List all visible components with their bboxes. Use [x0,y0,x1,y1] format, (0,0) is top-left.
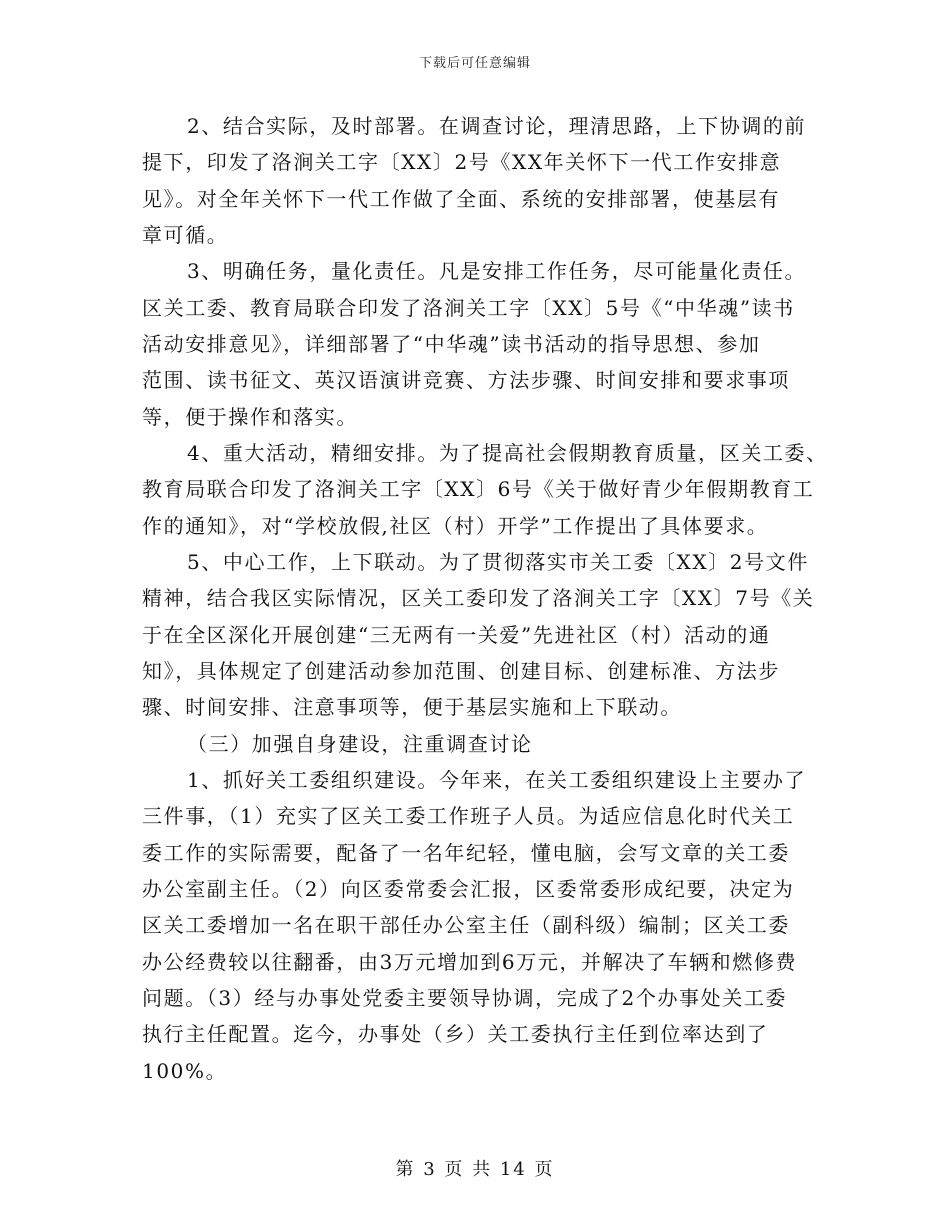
text-line: 办公室副主任。（2）向区委常委会汇报，区委常委形成纪要，决定为 [142,877,795,901]
text-line: 章可循。 [142,223,229,247]
page-number-footer: 第 3 页 共 14 页 [395,1159,555,1180]
text-line: 4、重大活动，精细安排。为了提高社会假期教育质量，区关工委、 [187,441,828,465]
text-line: 提下，印发了洛涧关工字〔XX〕2号《XX年关怀下一代工作安排意 [142,150,782,174]
text-line: 100%。 [142,1059,228,1083]
text-line: 等，便于操作和落实。 [142,405,358,429]
text-line: 教育局联合印发了洛涧关工字〔XX〕6号《关于做好青少年假期教育工 [142,477,815,501]
text-line: 1、抓好关工委组织建设。今年来，在关工委组织建设上主要办了 [187,768,807,792]
text-line: 3、明确任务，量化责任。凡是安排工作任务，尽可能量化责任。 [187,259,807,283]
text-line: 作的通知》，对“学校放假,社区（村）开学”工作提出了具体要求。 [142,514,769,538]
text-line: 见》。对全年关怀下一代工作做了全面、系统的安排部署，使基层有 [142,187,780,211]
text-line: 委工作的实际需要，配备了一名年纪轻，懂电脑，会写文章的关工委 [142,841,790,865]
text-line: 精神，结合我区实际情况，区关工委印发了洛涧关工字〔XX〕7号《关 [142,586,815,610]
text-line: 骤、时间安排、注意事项等，便于基层实施和上下联动。 [142,695,682,719]
text-line: 区关工委、教育局联合印发了洛涧关工字〔XX〕5号《“中华魂”读书 [142,296,795,320]
text-line: 于在全区深化开展创建“三无两有一关爱”先进社区（村）活动的通 [142,623,771,647]
text-line: 范围、读书征文、英汉语演讲竞赛、方法步骤、时间安排和要求事项 [142,368,790,392]
text-line: 执行主任配置。迄今，办事处（乡）关工委执行主任到位率达到了 [142,1022,769,1046]
text-line: 知》，具体规定了创建活动参加范围、创建目标、创建标准、方法步 [142,659,780,683]
text-line: 5、中心工作，上下联动。为了贯彻落实市关工委〔XX〕2号文件 [187,550,809,574]
page-header: 下载后可任意编辑 [418,56,531,71]
text-line: 三件事，（1）充实了区关工委工作班子人员。为适应信息化时代关工 [142,804,795,828]
section-heading: （三）加强自身建设，注重调查讨论 [187,732,533,756]
text-line: 问题。（3）经与办事处党委主要领导协调，完成了2个办事处关工委 [142,986,788,1010]
text-line: 办公经费较以往翻番，由3万元增加到6万元，并解决了车辆和燃修费 [142,950,798,974]
text-line: 活动安排意见》，详细部署了“中华魂”读书活动的指导思想、参加 [142,332,761,356]
text-line: 2、结合实际，及时部署。在调查讨论，理清思路，上下协调的前 [187,114,807,138]
text-line: 区关工委增加一名在职干部任办公室主任（副科级）编制；区关工委 [142,913,790,937]
